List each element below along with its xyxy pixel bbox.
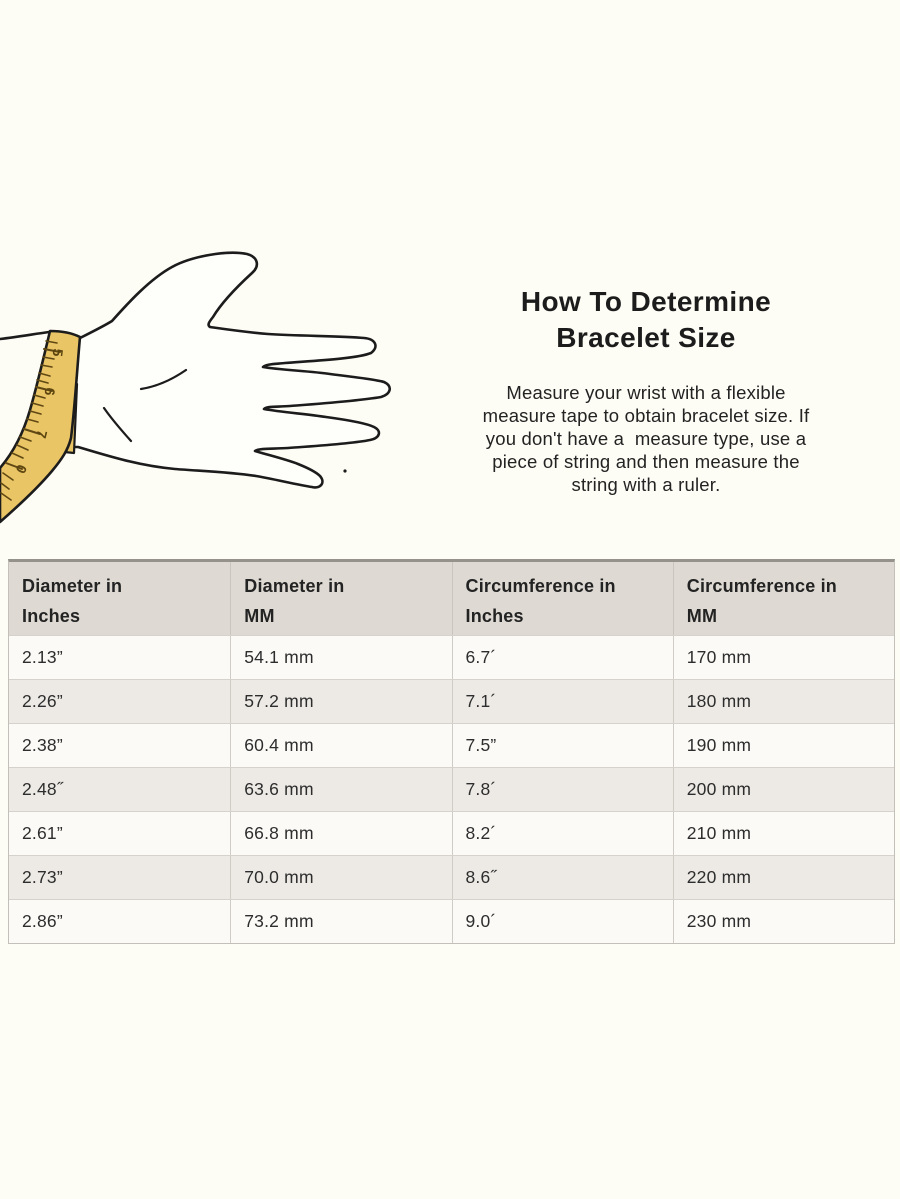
- cell-diameter-inches: 2.13”: [22, 647, 63, 667]
- cell-diameter-mm: 70.0 mm: [230, 856, 451, 899]
- page-title: [426, 284, 866, 356]
- tape-number-0: 0: [12, 462, 31, 477]
- cell-circumference-mm: 170 mm: [673, 636, 894, 679]
- column-header-line: MM: [686, 606, 718, 626]
- description-line: measure tape to obtain bracelet size. If: [482, 405, 810, 426]
- column-header-diameter-inches: [9, 562, 230, 635]
- table-header-row: [9, 562, 894, 635]
- description-line: piece of string and then measure the: [492, 451, 800, 472]
- table-row: [9, 767, 894, 811]
- cell-diameter-inches: 2.26”: [22, 691, 63, 711]
- title-line: Bracelet Size: [556, 322, 736, 353]
- cell-circumference-inches: 8.6˝: [452, 856, 673, 899]
- cell-diameter-inches: 2.73”: [22, 867, 63, 887]
- table-row: [9, 679, 894, 723]
- intro-description: [426, 381, 866, 496]
- title-line: How To Determine: [520, 286, 772, 317]
- column-header-line: Inches: [22, 606, 81, 626]
- cell-circumference-mm: 180 mm: [673, 680, 894, 723]
- column-header-circumference-inches: [452, 562, 673, 635]
- cell-diameter-mm: 63.6 mm: [230, 768, 451, 811]
- intro-section: [426, 284, 866, 496]
- cell-diameter-mm: 73.2 mm: [230, 900, 451, 943]
- column-header-line: Diameter in: [244, 576, 345, 596]
- size-table-body: [9, 635, 894, 943]
- cell-circumference-mm: 200 mm: [673, 768, 894, 811]
- cell-diameter-inches: 2.38”: [22, 735, 63, 755]
- cell-circumference-mm: 220 mm: [673, 856, 894, 899]
- cell-circumference-mm: 210 mm: [673, 812, 894, 855]
- tape-number-7: 7: [33, 428, 51, 440]
- cell-circumference-inches: 7.8´: [452, 768, 673, 811]
- description-line: you don't have a measure type, use a: [485, 428, 807, 449]
- cell-diameter-inches: 2.48˝: [22, 779, 63, 799]
- cell-diameter-mm: 60.4 mm: [230, 724, 451, 767]
- tape-band: [0, 331, 80, 522]
- tape-number-6: 6: [41, 386, 59, 397]
- hand-measure-illustration: [0, 240, 440, 562]
- arm-outline: [0, 332, 49, 339]
- table-row: [9, 899, 894, 943]
- cell-diameter-mm: 66.8 mm: [230, 812, 451, 855]
- cell-circumference-inches: 8.2´: [452, 812, 673, 855]
- cell-circumference-mm: 190 mm: [673, 724, 894, 767]
- cell-circumference-mm: 230 mm: [673, 900, 894, 943]
- hand-with-tape-illustration: [0, 240, 440, 562]
- palm-dot: [343, 469, 346, 472]
- table-row: [9, 635, 894, 679]
- table-row: [9, 723, 894, 767]
- cell-diameter-mm: 54.1 mm: [230, 636, 451, 679]
- description-line: string with a ruler.: [571, 474, 721, 495]
- hand-outline: [70, 253, 390, 488]
- cell-circumference-inches: 7.1´: [452, 680, 673, 723]
- column-header-line: Circumference in: [686, 576, 837, 596]
- cell-circumference-inches: 9.0´: [452, 900, 673, 943]
- tape-number-5: 5: [49, 347, 67, 358]
- cell-diameter-inches: 2.86”: [22, 911, 63, 931]
- cell-circumference-inches: 7.5”: [452, 724, 673, 767]
- cell-diameter-inches: 2.61”: [22, 823, 63, 843]
- cell-circumference-inches: 6.7´: [452, 636, 673, 679]
- cell-diameter-mm: 57.2 mm: [230, 680, 451, 723]
- description-line: Measure your wrist with a flexible: [506, 382, 786, 403]
- bracelet-size-table: [8, 559, 895, 944]
- table-row: [9, 855, 894, 899]
- column-header-line: Inches: [465, 606, 524, 626]
- table-row: [9, 811, 894, 855]
- column-header-diameter-mm: [230, 562, 451, 635]
- column-header-line: Circumference in: [465, 576, 616, 596]
- column-header-line: Diameter in: [22, 576, 123, 596]
- column-header-circumference-mm: [673, 562, 894, 635]
- column-header-line: MM: [244, 606, 275, 626]
